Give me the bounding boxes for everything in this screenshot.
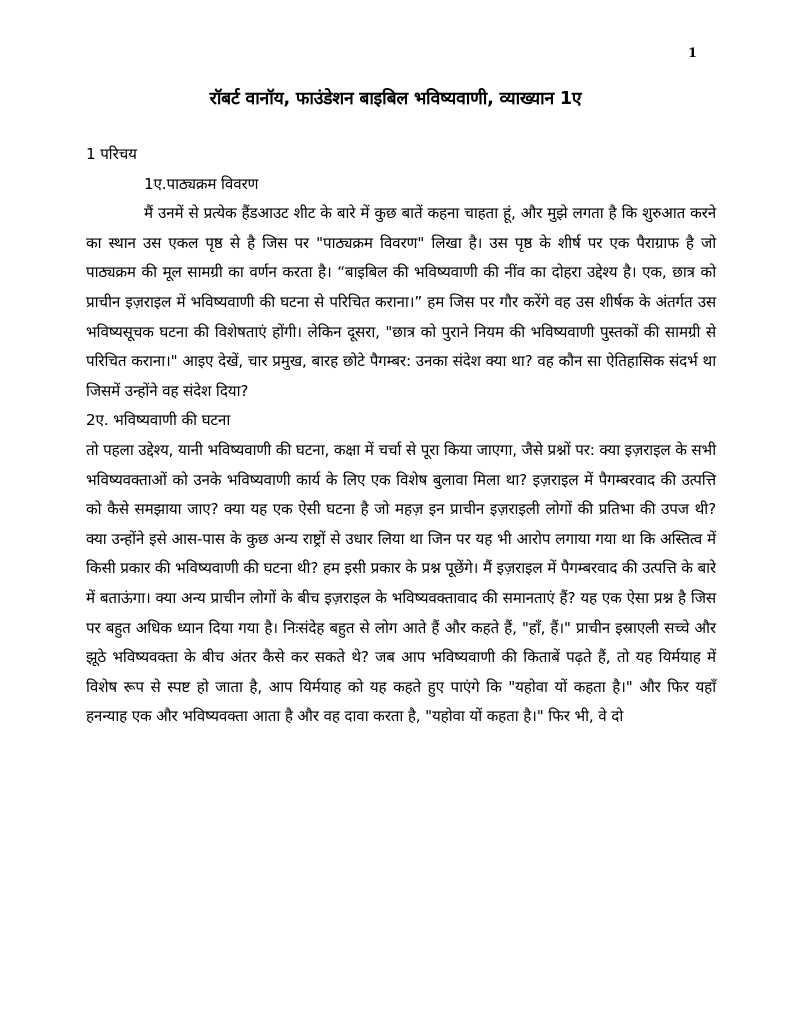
course-description-paragraph: मैं उनमें से प्रत्येक हैंडआउट शीट के बारे में कुछ बातें कहना चाहता हूं, और मुझे लगता है कि शुरुआत करने का स्थान उस एकल पृष्ठ से है जिस पर "पाठ्यक्रम विवरण" लिखा है। उस पृष्ठ के शीर्ष पर एक पैराग्राफ है जो पाठ्यक्रम की मूल सामग्री का वर्णन करता है। “बाइबिल की भविष्यवाणी की नींव का दोहरा उद्देश्य है। एक, छात्र को प्राचीन इज़राइल में भविष्यवाणी की घटना से परिचित कराना।” हम जिस पर गौर करेंगे वह उस शीर्षक के अंतर्गत उस भविष्यसूचक घटना की विशेषताएं होंगी। लेकिन दूसरा, "छात्र को पुराने नियम की भविष्यवाणी पुस्तकों की सामग्री से परिचित कराना।" आइए देखें, चार प्रमुख, बारह छोटे पैगम्बर: उनका संदेश क्या था? वह कौन सा ऐतिहासिक संदर्भ था जिसमें उन्होंने वह संदेश दिया? [86,204,716,400]
document-content [86,140,716,732]
page-number: 1 [687,46,697,61]
section-heading-introduction: 1 परिचय [86,145,137,163]
prophecy-phenomenon-paragraph: तो पहला उद्देश्य, यानी भविष्यवाणी की घटना, कक्षा में चर्चा से पूरा किया जाएगा, जैसे प्रश्नों पर: क्या इज़राइल के सभी भविष्यवक्ताओं को उनके भविष्यवाणी कार्य के लिए एक विशेष बुलावा मिला था? इज़राइल में पैगम्बरवाद की उत्पत्ति को कैसे समझाया जाए? क्या यह एक ऐसी घटना है जो महज़ इन प्राचीन इज़राइली लोगों की प्रतिभा की उपज थी? क्या उन्होंने इसे आस-पास के कुछ अन्य राष्ट्रों से उधार लिया था जिन पर यह भी आरोप लगाया गया था कि अस्तित्व में किसी प्रकार की भविष्यवाणी की घटना थी? हम इसी प्रकार के प्रश्न पूछेंगे। मैं इज़राइल में पैगम्बरवाद की उत्पत्ति के बारे में बताऊंगा। क्या अन्य प्राचीन लोगों के बीच इज़राइल के भविष्यवक्तावाद की समानताएं हैं? यह एक ऐसा प्रश्न है जिस पर बहुत अधिक ध्यान दिया गया है। निःसंदेह बहुत से लोग आते हैं और कहते हैं, "हाँ, हैं।" प्राचीन इस्राएली सच्चे और झूठे भविष्यवक्ता के बीच अंतर कैसे कर सकते थे? जब आप भविष्यवाणी की किताबें पढ़ते हैं, तो यह यिर्मयाह में विशेष रूप से स्पष्ट हो जाता है, आप यिर्मयाह को यह कहते हुए पाएंगे कि "यहोवा यों कहता है।" और फिर यहाँ हनन्याह एक और भविष्यवक्ता आता है और वह दावा करता है, "यहोवा यों कहता है।" फिर भी, वे दो [86,440,716,726]
subsection-heading-prophecy-phenomenon: 2ए. भविष्यवाणी की घटना [86,411,231,430]
lecture-title: रॉबर्ट वानॉय, फाउंडेशन बाइबिल भविष्यवाणी, व्याख्यान 1ए [209,89,582,109]
subsection-heading-course-description: 1ए.पाठ्यक्रम विवरण [144,174,259,193]
